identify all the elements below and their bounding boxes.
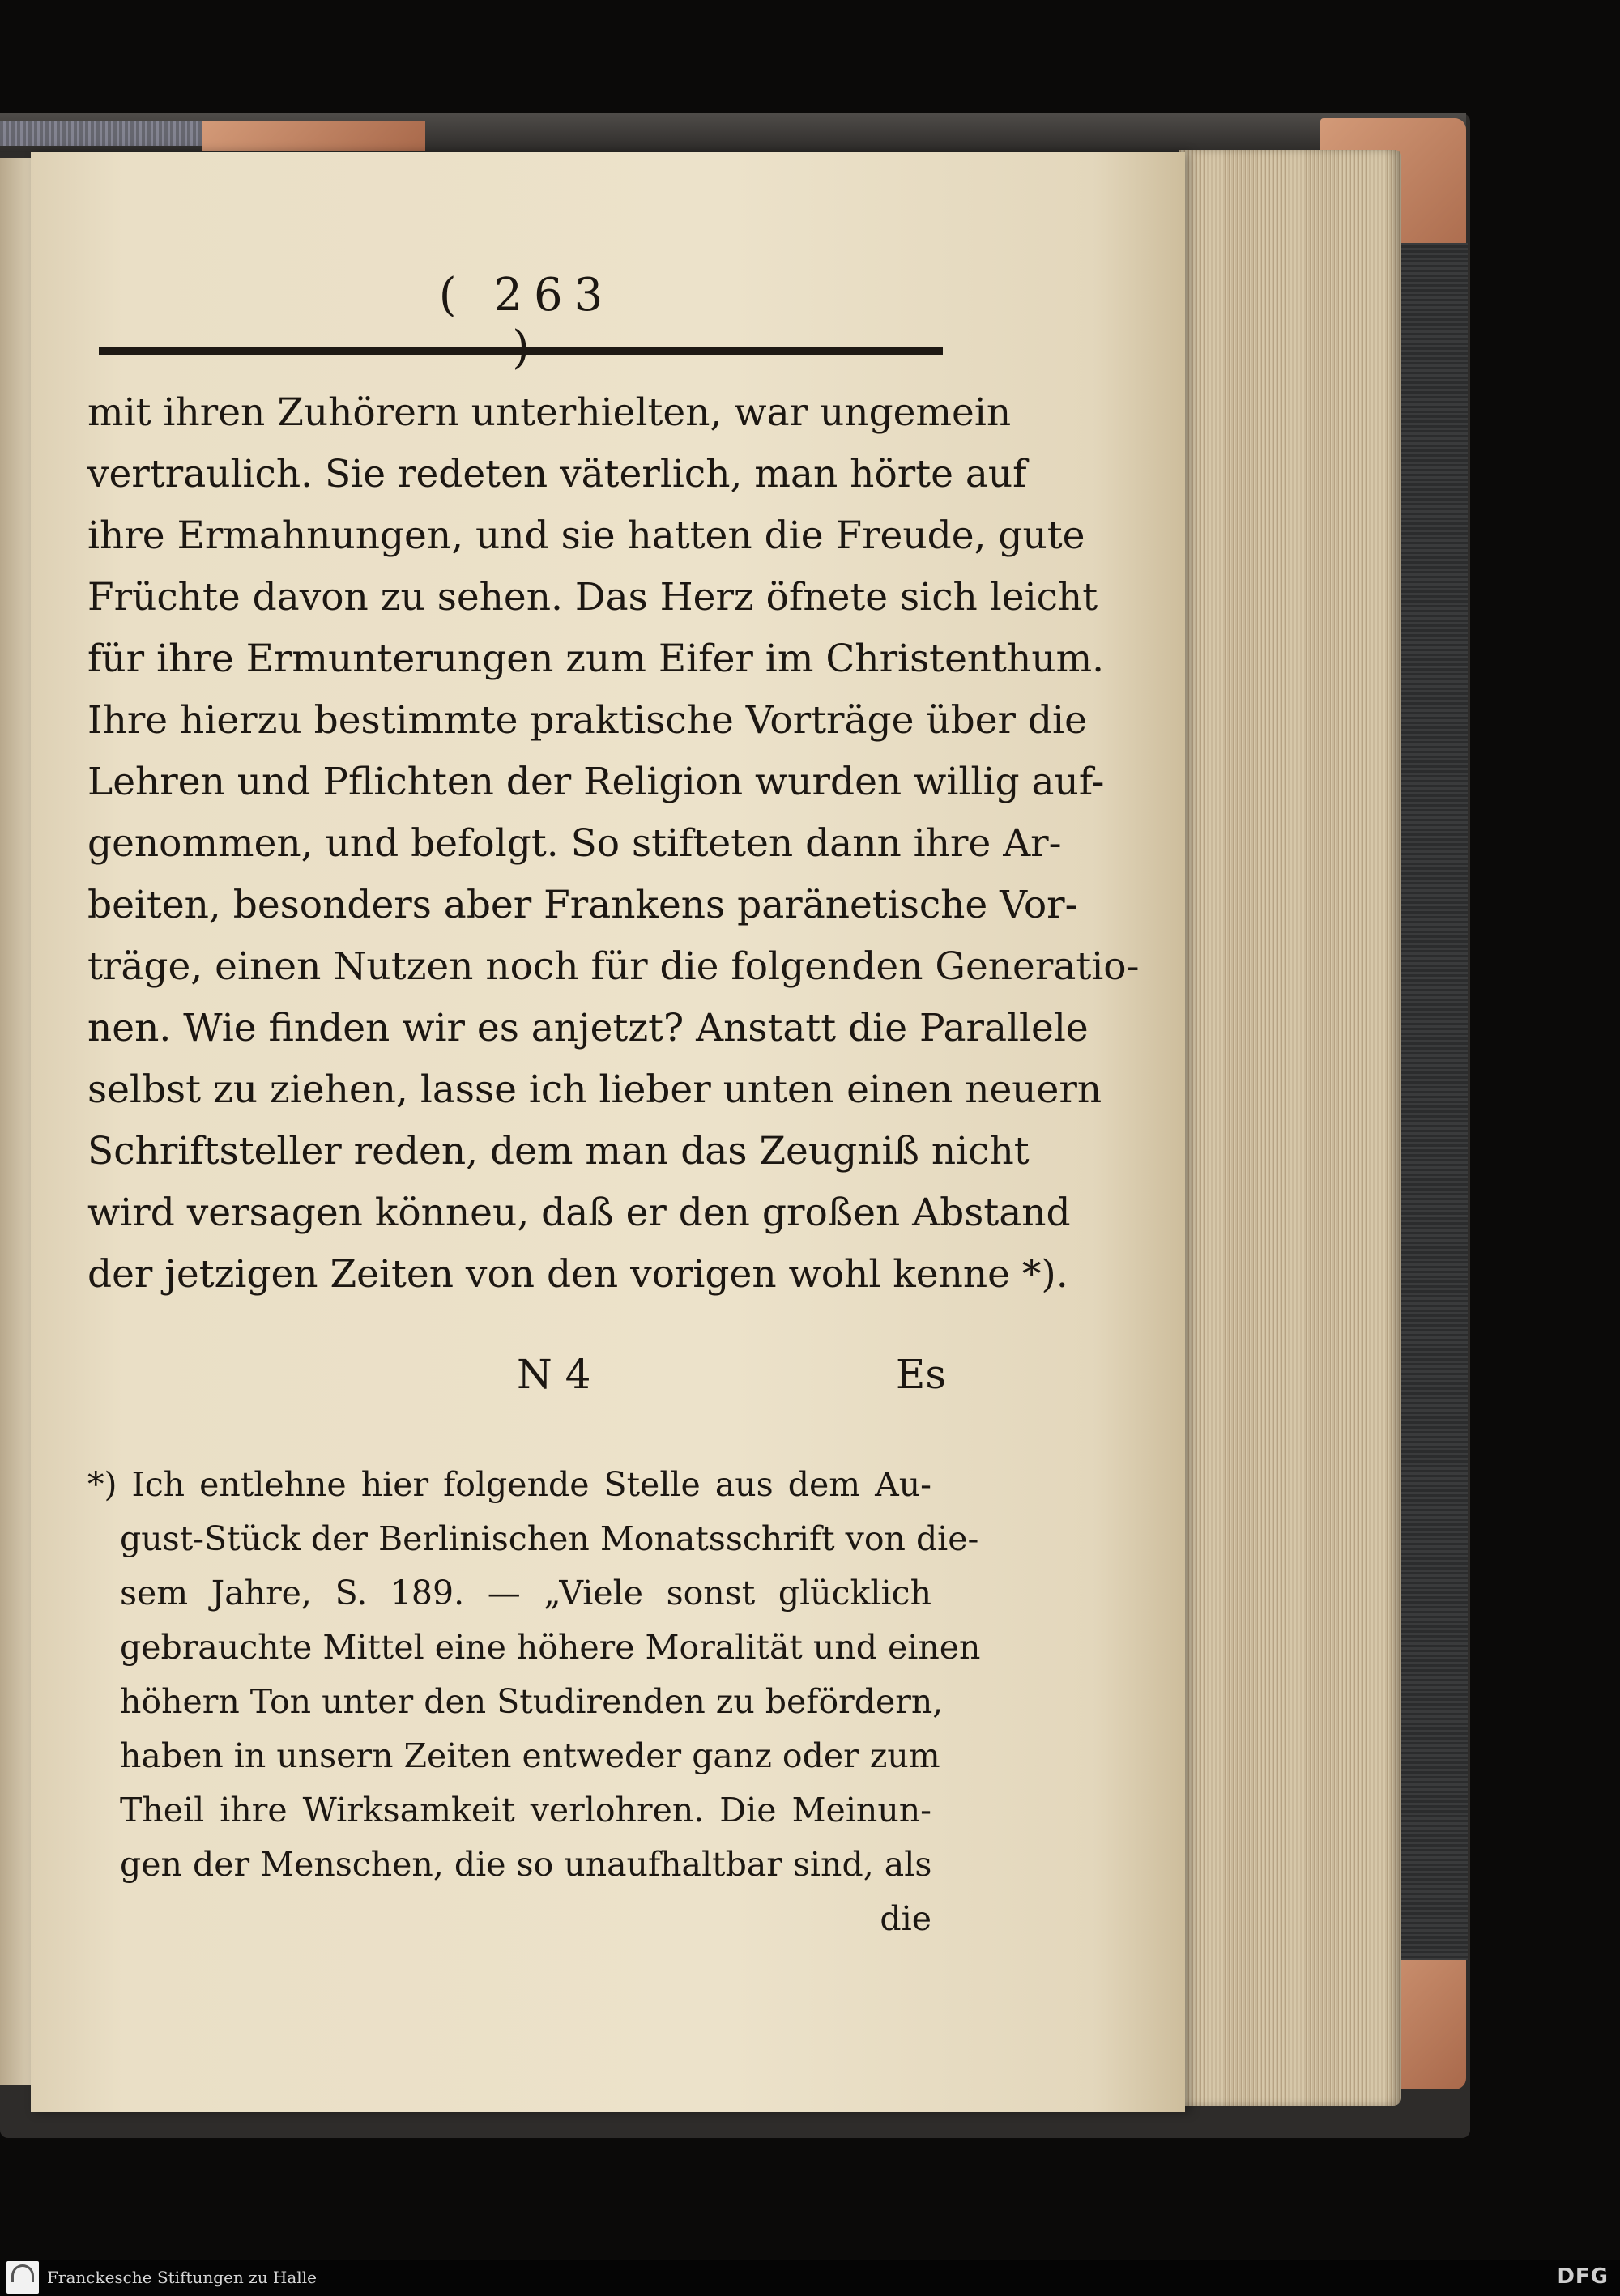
footnote-line: *) Ich entlehne hier folgende Stelle aus dem Au- bbox=[87, 1465, 932, 1504]
spine-fabric bbox=[0, 121, 202, 146]
footnote-line: sem Jahre, S. 189. — „Viele sonst glücklich bbox=[120, 1574, 932, 1612]
body-line: mit ihren Zuhörern unterhielten, war ungemein bbox=[87, 390, 1012, 435]
body-line: nen. Wie finden wir es anjetzt? Anstatt die Parallele bbox=[87, 1006, 1089, 1050]
signature-row bbox=[87, 1351, 946, 1416]
book-board-right bbox=[1393, 243, 1468, 1960]
catchword: Es bbox=[895, 1351, 946, 1398]
footer-brand-logo: DFG bbox=[1557, 2264, 1609, 2289]
body-line: der jetzigen Zeiten von den vorigen wohl kenne *). bbox=[87, 1252, 1068, 1297]
body-line: träge, einen Nutzen noch für die folgenden Generatio- bbox=[87, 944, 1140, 989]
page-number: ( 263 bbox=[438, 269, 615, 322]
footnote-line: haben in unsern Zeiten entweder ganz oder zum bbox=[120, 1736, 940, 1775]
footnote-line: gust-Stück der Berlinischen Monatsschrift von die- bbox=[120, 1519, 979, 1558]
facing-page-edge bbox=[0, 158, 31, 2085]
body-line: selbst zu ziehen, lasse ich lieber unten einen neuern bbox=[87, 1067, 1102, 1112]
body-line: ihre Ermahnungen, und sie hatten die Freude, gute bbox=[87, 513, 1085, 558]
body-line: Früchte davon zu sehen. Das Herz öfnete sich leicht bbox=[87, 575, 1098, 620]
leather-corner-top-left bbox=[202, 121, 425, 151]
footnote-line: Theil ihre Wirksamkeit verlohren. Die Meinun- bbox=[120, 1791, 932, 1830]
footnote-line: gen der Menschen, die so unaufhaltbar sind, als bbox=[120, 1845, 932, 1884]
body-line: Lehren und Pflichten der Religion wurden willig auf- bbox=[87, 760, 1105, 804]
body-line: genommen, und befolgt. So stifteten dann ihre Ar- bbox=[87, 821, 1062, 866]
body-line: für ihre Ermunterungen zum Eifer im Christenthum. bbox=[87, 637, 1105, 681]
header-rule bbox=[99, 347, 943, 355]
footnote-line: gebrauchte Mittel eine höhere Moralität und einen bbox=[120, 1628, 981, 1667]
body-line: vertraulich. Sie redeten väterlich, man hörte auf bbox=[87, 452, 1027, 496]
body-line: Ihre hierzu bestimmte praktische Vorträge über die bbox=[87, 698, 1087, 743]
body-line: wird versagen könneu, daß er den großen Abstand bbox=[87, 1191, 1071, 1235]
logo-arch-icon bbox=[11, 2264, 34, 2282]
body-text bbox=[87, 382, 1140, 1306]
footnote-line: die bbox=[880, 1899, 932, 1938]
footnote-line: höhern Ton unter den Studirenden zu befördern, bbox=[120, 1682, 944, 1721]
body-line: beiten, besonders aber Frankens paränetische Vor- bbox=[87, 883, 1078, 927]
signature-mark: N 4 bbox=[517, 1351, 591, 1398]
footnote bbox=[87, 1458, 981, 1946]
footer-institution: Franckesche Stiftungen zu Halle bbox=[47, 2268, 317, 2287]
page-edges bbox=[1179, 150, 1401, 2106]
body-line: Schriftsteller reden, dem man das Zeugniß nicht bbox=[87, 1129, 1030, 1174]
